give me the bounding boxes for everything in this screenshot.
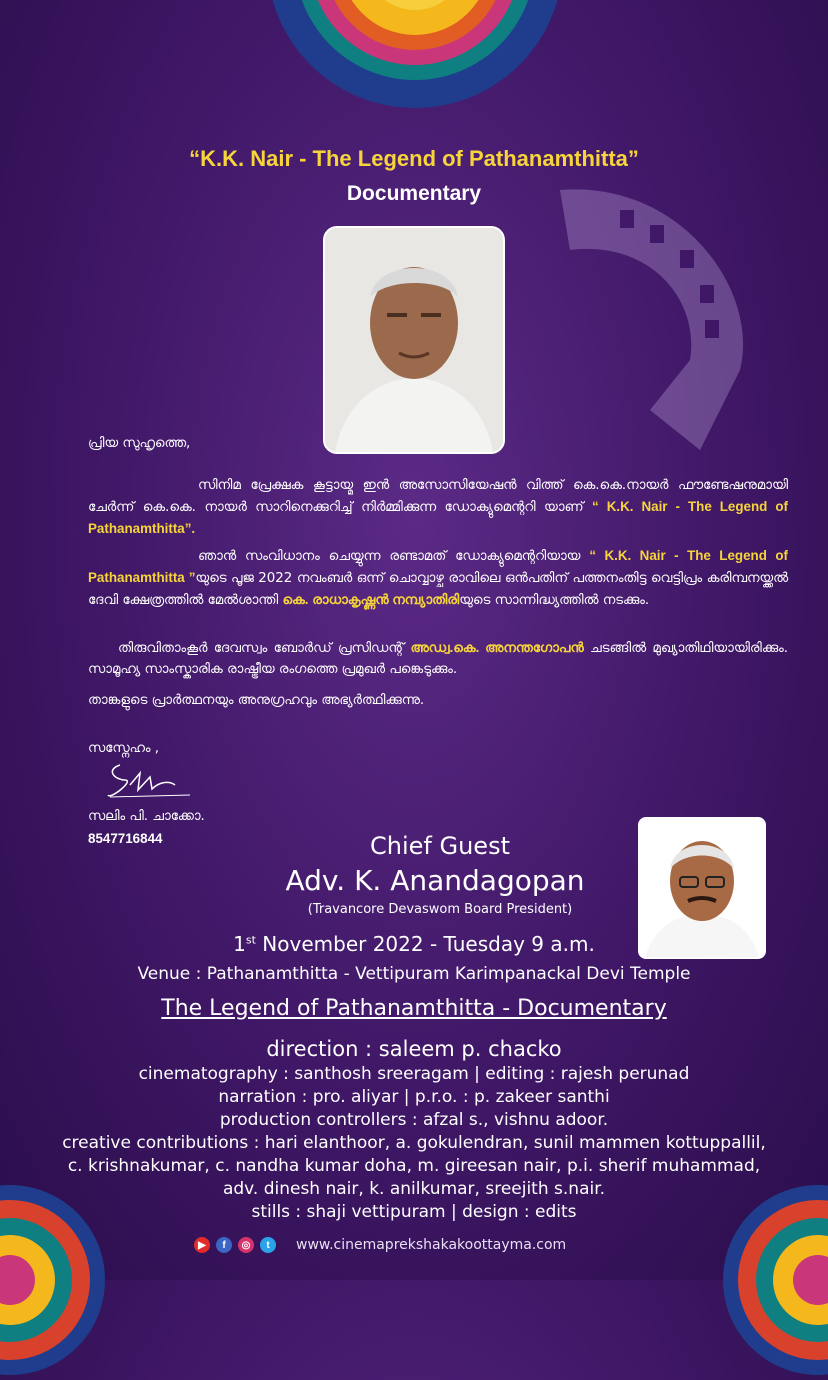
letter-paragraph-3: തിരുവിതാംകൂർ ദേവസ്വം ബോർഡ് പ്രസിഡന്റ് അഡ്വ.കെ. അനന്തഗോപൻ ചടങ്ങിൽ മുഖ്യാതിഥിയായിരിക്കും. സാമൂഹ്യ സാംസ്കാരിക രാഷ്ട്രീയ രംഗത്തെ പ്രമുഖർ പങ്കെടുക്കും. bbox=[88, 640, 788, 677]
event-date: 1st November 2022 - Tuesday 9 a.m. bbox=[233, 932, 595, 956]
credit-stills: stills : shaji vettipuram | design : edits bbox=[251, 1202, 577, 1222]
letter-paragraph-4: താങ്കളുടെ പ്രാർത്ഥനയും അനുഗ്രഹവും അഭ്യർത്ഥിക്കുന്നു. bbox=[88, 693, 425, 708]
instagram-icon[interactable]: ◎ bbox=[238, 1237, 254, 1253]
website-link[interactable]: www.cinemaprekshakakoottayma.com bbox=[296, 1237, 567, 1253]
social-icons bbox=[194, 1237, 276, 1253]
top-mandala-decoration bbox=[190, 0, 640, 110]
event-venue: Venue : Pathanamthitta - Vettipuram Karimpanackal Devi Temple bbox=[137, 964, 691, 984]
credit-creative-3: adv. dinesh nair, k. anilkumar, sreejith s.nair. bbox=[222, 1179, 606, 1199]
letter-paragraph-2: ഞാൻ സംവിധാനം ചെയ്യുന്ന രണ്ടാമത് ഡോക്യുമെന്ററിയായ “ K.K. Nair - The Legend of Pathanamthitta ”യുടെ പൂജ 2022 നവംബർ ഒന്ന് ചൊവ്വാഴ്ച രാവിലെ ഒൻപതിന് പത്തനംതിട്ട വെട്ടിപ്രം കരിമ്പനയ്ക്കൽ ദേവി ക്ഷേത്രത്തിൽ മേൽശാന്തി കെ. രാധാകൃഷ്ണൻ നമ്പ്യാതിരിയുടെ സാന്നിദ്ധ്യത്തിൽ നടക്കും. bbox=[88, 548, 788, 608]
closing: സസ്നേഹം , bbox=[88, 741, 159, 756]
film-strip-decoration bbox=[500, 170, 780, 470]
chief-guest-role: (Travancore Devaswom Board President) bbox=[307, 902, 573, 917]
kk-nair-portrait bbox=[323, 226, 505, 454]
letter-paragraph-1: സിനിമ പ്രേക്ഷക കൂട്ടായ്മ ഇൻ അസോസിയേഷൻ വിത്ത് കെ.കെ.നായർ ഫൗണ്ടേഷനുമായി ചേർന്ന് കെ.കെ. നായർ സാറിനെക്കുറിച്ച് നിർമ്മിക്കുന്ന ഡോക്യുമെന്ററി യാണ് “ K.K. Nair - The Legend of Pathanamthitta”. bbox=[88, 478, 788, 536]
chief-guest-heading: Chief Guest bbox=[370, 832, 510, 860]
credit-production: production controllers : afzal s., vishnu adoor. bbox=[219, 1110, 609, 1130]
signature bbox=[100, 755, 200, 805]
greeting: പ്രിയ സുഹൃത്തെ, bbox=[88, 436, 191, 451]
sender-phone: 8547716844 bbox=[88, 831, 163, 846]
credits-heading: The Legend of Pathanamthitta - Documentary bbox=[161, 996, 667, 1021]
credit-direction: direction : saleem p. chacko bbox=[266, 1037, 562, 1061]
documentary-subtitle: Documentary bbox=[346, 182, 482, 205]
documentary-title: “K.K. Nair - The Legend of Pathanamthitta” bbox=[189, 146, 639, 171]
credit-creative-2: c. krishnakumar, c. nandha kumar doha, m. gireesan nair, p.i. sherif muhammad, bbox=[67, 1156, 761, 1176]
credit-cinematography: cinematography : santhosh sreeragam | editing : rajesh perunad bbox=[138, 1064, 690, 1084]
credit-creative-1: creative contributions : hari elanthoor, a. gokulendran, sunil mammen kottuppallil, bbox=[62, 1133, 766, 1153]
chief-guest-name: Adv. K. Anandagopan bbox=[285, 864, 585, 897]
sender-name: സലിം പി. ചാക്കോ. bbox=[88, 809, 205, 824]
credit-narration: narration : pro. aliyar | p.r.o. : p. zakeer santhi bbox=[218, 1087, 610, 1107]
youtube-icon[interactable]: ▶ bbox=[194, 1237, 210, 1253]
twitter-icon[interactable]: t bbox=[260, 1237, 276, 1253]
facebook-icon[interactable]: f bbox=[216, 1237, 232, 1253]
